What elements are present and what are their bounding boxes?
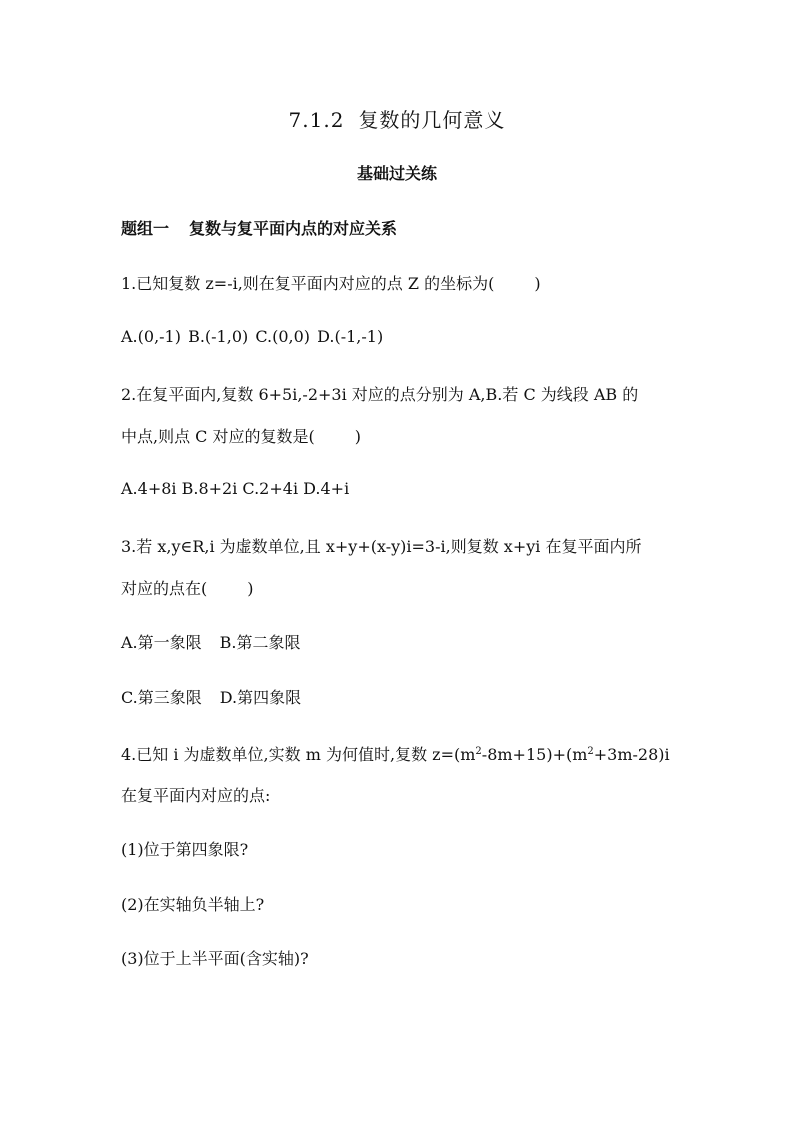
exponent: 2 xyxy=(475,746,482,757)
group-label: 题组一 xyxy=(121,219,170,238)
question-4-text-c: +3m-28)i xyxy=(593,745,670,764)
title-text: 复数的几何意义 xyxy=(358,108,506,132)
section-number: 7.1.2 xyxy=(288,108,345,132)
question-3-line-2 xyxy=(121,576,254,599)
question-3-text: 对应的点在( xyxy=(121,579,208,598)
option-c: C.第三象限 xyxy=(121,688,202,707)
option-a: A.第一象限 xyxy=(121,633,202,652)
question-1-stem xyxy=(121,271,541,294)
question-4-part-3: (3)位于上半平面(含实轴)? xyxy=(121,949,309,968)
question-1-text: 1.已知复数 z=-i,则在复平面内对应的点 Z 的坐标为( xyxy=(121,274,495,293)
question-3-line-1: 3.若 x,y∈R,i 为虚数单位,且 x+y+(x-y)i=3-i,则复数 x+yi 在复平面内所 xyxy=(121,537,642,556)
question-3-options-row-1 xyxy=(121,630,301,653)
question-4-part-2: (2)在实轴负半轴上? xyxy=(121,895,265,914)
question-2-paren-close: ) xyxy=(354,427,361,446)
option-d: D.第四象限 xyxy=(219,688,302,707)
question-4-line-2: 在复平面内对应的点: xyxy=(121,786,271,805)
group-text: 复数与复平面内点的对应关系 xyxy=(189,219,398,238)
question-4-line-1 xyxy=(121,742,670,765)
group-heading xyxy=(121,216,397,239)
question-3-paren-close: ) xyxy=(247,579,254,598)
option-b: B.第二象限 xyxy=(219,633,301,652)
question-4-part-1: (1)位于第四象限? xyxy=(121,840,249,859)
question-1-options: A.(0,-1) B.(-1,0) C.(0,0) D.(-1,-1) xyxy=(121,327,384,346)
question-2-line-2 xyxy=(121,424,361,447)
question-3-options-row-2 xyxy=(121,685,301,708)
question-2-options: A.4+8i B.8+2i C.2+4i D.4+i xyxy=(121,479,350,498)
question-4-text-a: 4.已知 i 为虚数单位,实数 m 为何值时,复数 z=(m xyxy=(121,745,476,764)
question-2-line-1: 2.在复平面内,复数 6+5i,-2+3i 对应的点分别为 A,B.若 C 为线段 AB 的 xyxy=(121,385,639,404)
section-heading: 基础过关练 xyxy=(356,164,437,183)
question-2-text: 中点,则点 C 对应的复数是( xyxy=(121,427,315,446)
question-4-text-b: -8m+15)+(m xyxy=(481,745,588,764)
exponent: 2 xyxy=(587,746,594,757)
page-title xyxy=(0,104,794,133)
question-1-paren-close: ) xyxy=(534,274,541,293)
